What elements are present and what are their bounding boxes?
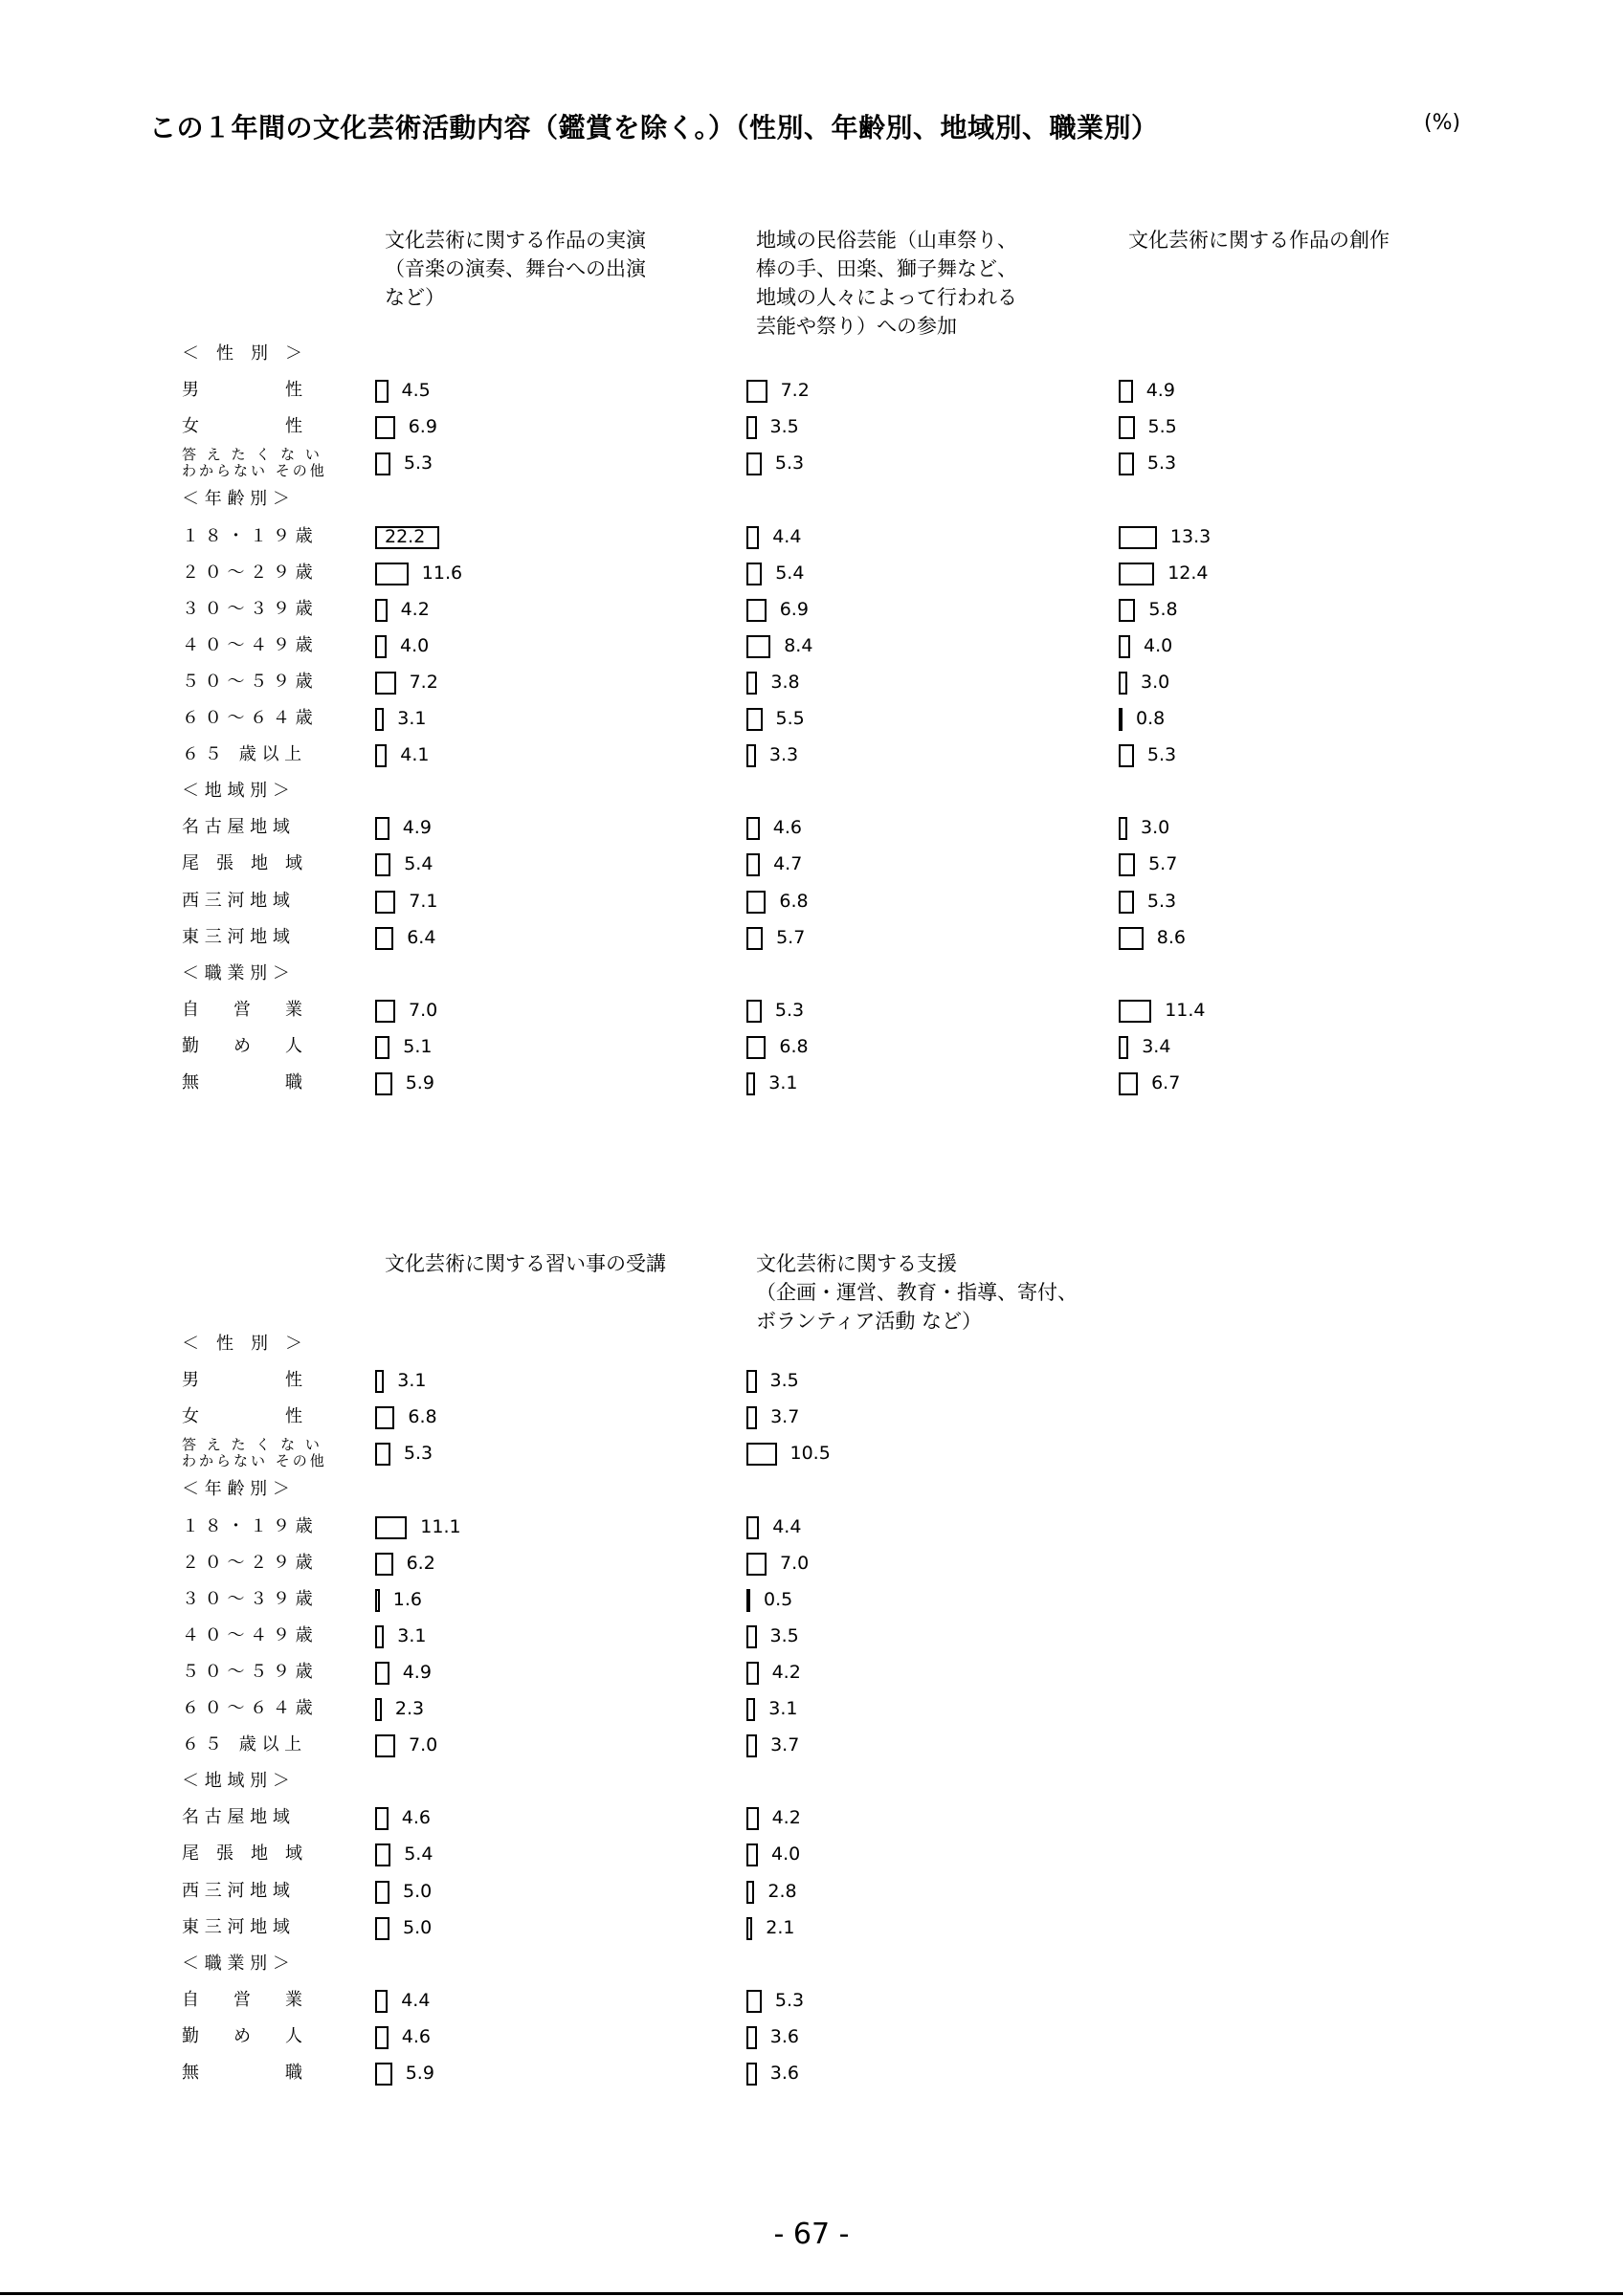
row-label-text: 答 え た く な い わからない その他 — [182, 1436, 327, 1470]
data-label: 6.8 — [408, 1406, 437, 1428]
row-label — [182, 1694, 345, 1723]
row-label-text: ５ ０ ～ ５ ９ 歳 — [182, 1661, 313, 1682]
row-label-text: ＜ 地 域 別 ＞ — [182, 1771, 290, 1792]
row-label-text: 名 古 屋 地 域 — [182, 1807, 290, 1828]
data-label: 5.9 — [405, 2063, 434, 2084]
chart-title: 文化芸術に関する作品の実演 （音楽の演奏、舞台への出演 など） — [385, 229, 646, 309]
row-label-text: 東 三 河 地 域 — [182, 926, 290, 947]
row-label-text: 名 古 屋 地 域 — [182, 817, 290, 838]
bar-mark — [375, 744, 387, 767]
bar-mark — [746, 853, 760, 876]
data-label: 2.3 — [394, 1698, 425, 1719]
bar-mark — [746, 1881, 754, 1904]
row-label — [182, 1986, 345, 2015]
bar-mark — [375, 672, 396, 695]
bar-mark — [375, 1406, 394, 1429]
bar-mark — [746, 1734, 757, 1757]
data-label: 5.3 — [403, 1443, 434, 1465]
row-label-text: ３ ０ ～ ３ ９ 歳 — [182, 598, 313, 619]
row-label — [182, 446, 345, 480]
row-label-text: 東 三 河 地 域 — [182, 1916, 290, 1937]
bar-mark — [746, 599, 767, 622]
bar-mark — [746, 453, 762, 475]
row-label — [182, 850, 345, 878]
row-label — [182, 595, 345, 624]
row-label — [182, 1549, 345, 1578]
data-label: 4.2 — [771, 1661, 801, 1683]
data-label: 7.0 — [409, 999, 438, 1021]
chart-title: 文化芸術に関する習い事の受講 — [385, 1252, 666, 1275]
data-label: 3.8 — [770, 671, 800, 693]
bar-mark — [746, 1625, 757, 1648]
row-label-text: ＜ 職 業 別 ＞ — [182, 1953, 290, 1974]
bar-mark — [375, 1625, 384, 1648]
bar-mark — [375, 1000, 395, 1023]
row-label-text: ６ ０ ～ ６ ４ 歳 — [182, 1698, 313, 1718]
bar-mark — [375, 891, 395, 914]
row-label — [182, 631, 345, 660]
page-title: この１年間の文化芸術活動内容（鑑賞を除く。）（性別、年齢別、地域別、職業別） — [149, 112, 1159, 144]
data-label: 7.2 — [409, 671, 438, 693]
row-label-text: ＜ 性 別 ＞ — [182, 343, 302, 364]
row-label-text: 尾 張 地 域 — [182, 1843, 302, 1865]
data-label: 4.2 — [771, 1807, 801, 1829]
row-group-label — [182, 960, 345, 988]
row-label — [182, 522, 345, 551]
row-label-text: ２ ０ ～ ２ ９ 歳 — [182, 1552, 313, 1573]
row-label — [182, 1436, 345, 1470]
row-label — [182, 1366, 345, 1395]
row-label-text: 尾 張 地 域 — [182, 853, 302, 874]
data-label: 4.4 — [401, 1989, 431, 2011]
data-label: 1.6 — [392, 1588, 423, 1610]
data-label: 3.1 — [397, 1624, 427, 1646]
bar-mark — [375, 599, 388, 622]
unit-label: (%) — [1424, 111, 1461, 135]
row-label — [182, 923, 345, 952]
bar-mark — [375, 708, 384, 731]
bar-mark — [746, 563, 762, 585]
data-label: 4.4 — [772, 1515, 802, 1537]
bar-mark — [375, 927, 393, 950]
row-label — [182, 740, 345, 769]
bar-mark — [746, 1917, 752, 1940]
data-label: 3.5 — [769, 1370, 799, 1392]
data-label: 5.3 — [1146, 744, 1177, 766]
row-label-text: 勤 め 人 — [182, 2025, 302, 2046]
row-label — [182, 1402, 345, 1431]
data-label: 5.3 — [774, 999, 805, 1021]
data-label: 4.6 — [401, 2025, 432, 2047]
row-label — [182, 412, 345, 441]
bar-mark — [746, 817, 760, 840]
bar-mark — [746, 416, 757, 439]
row-label — [182, 1913, 345, 1942]
data-label: 11.6 — [421, 562, 463, 584]
bar-mark — [1119, 635, 1130, 658]
row-label-text: ５ ０ ～ ５ ９ 歳 — [182, 671, 313, 692]
row-group-label — [182, 485, 345, 514]
row-label-text: 女 性 — [182, 1406, 302, 1427]
bar-mark — [1119, 563, 1154, 585]
data-label: 3.0 — [1141, 817, 1170, 839]
bar-mark — [375, 1807, 389, 1830]
bar-mark — [375, 563, 409, 585]
data-label: 3.1 — [397, 708, 427, 729]
bar-mark — [375, 1443, 390, 1466]
row-label-text: ６ ５ 歳 以 上 — [182, 1734, 302, 1755]
row-group-label — [182, 1475, 345, 1504]
bar-mark — [375, 453, 390, 475]
row-group-label — [182, 1330, 345, 1358]
data-label: 5.4 — [775, 562, 805, 584]
bar-mark — [375, 1734, 395, 1757]
bar-mark — [746, 1406, 757, 1429]
bar-mark — [1119, 599, 1135, 622]
bar-mark — [375, 853, 390, 876]
row-label-text: 自 営 業 — [182, 1989, 302, 2010]
data-label: 5.3 — [1146, 890, 1177, 912]
bar-mark — [375, 1698, 382, 1721]
bar-mark — [375, 416, 395, 439]
row-label — [182, 1032, 345, 1061]
data-label: 22.2 — [385, 525, 426, 547]
data-label: 5.3 — [774, 453, 805, 475]
data-label: 3.1 — [768, 1072, 798, 1093]
row-label — [182, 996, 345, 1025]
row-label-text: ４ ０ ～ ４ ９ 歳 — [182, 1624, 313, 1645]
bar-mark — [375, 1553, 393, 1576]
bar-mark — [1119, 853, 1135, 876]
bar-mark — [375, 1072, 392, 1095]
row-label — [182, 2059, 345, 2087]
row-label-text: 西 三 河 地 域 — [182, 890, 290, 911]
row-label — [182, 1731, 345, 1759]
row-group-label — [182, 340, 345, 368]
data-label: 5.7 — [776, 926, 806, 948]
chart-title: 文化芸術に関する作品の創作 — [1128, 229, 1390, 252]
bar-mark — [746, 927, 763, 950]
bar-mark — [375, 1843, 390, 1866]
row-label — [182, 1877, 345, 1906]
chart-title: 地域の民俗芸能（山車祭り、 棒の手、田楽、獅子舞など、 地域の人々によって行われる 芸能や祭り）への参加 — [756, 229, 1017, 338]
bar-mark — [375, 1036, 389, 1059]
data-label: 5.5 — [775, 708, 805, 729]
bar-mark — [746, 1553, 767, 1576]
data-label: 4.9 — [402, 817, 432, 839]
data-label: 4.6 — [772, 817, 803, 839]
data-label: 3.6 — [769, 2063, 800, 2084]
row-label-text: ３ ０ ～ ３ ９ 歳 — [182, 1588, 313, 1609]
row-label-text: ＜ 年 齢 別 ＞ — [182, 489, 290, 510]
row-label-text: 答 え た く な い わからない その他 — [182, 446, 327, 480]
data-label: 6.8 — [779, 1035, 809, 1057]
row-label-text: ＜ 職 業 別 ＞ — [182, 962, 290, 983]
bar-mark — [375, 380, 389, 403]
row-label — [182, 813, 345, 842]
bar-mark — [746, 1072, 755, 1095]
bar-mark — [1119, 1000, 1151, 1023]
row-label — [182, 1622, 345, 1650]
row-label — [182, 1658, 345, 1687]
data-label: 5.4 — [404, 1843, 434, 1866]
row-label-text: ６ ０ ～ ６ ４ 歳 — [182, 708, 313, 728]
bar-mark — [746, 1443, 777, 1466]
data-label: 8.4 — [784, 634, 813, 656]
bar-mark — [746, 1036, 766, 1059]
data-label: 12.4 — [1167, 562, 1209, 584]
row-group-label — [182, 1767, 345, 1796]
bar-mark — [746, 2026, 757, 2049]
data-label: 4.0 — [1144, 634, 1173, 656]
bar-mark — [1119, 744, 1134, 767]
data-label: 2.1 — [766, 1916, 795, 1938]
row-label-text: ＜ 性 別 ＞ — [182, 1334, 302, 1354]
data-label: 4.0 — [400, 634, 430, 656]
data-label: 3.6 — [769, 2025, 800, 2047]
bar-mark — [1119, 891, 1134, 914]
bar-mark — [375, 1589, 380, 1612]
bar-mark — [1119, 1072, 1138, 1095]
data-label: 4.1 — [400, 744, 430, 766]
data-label: 4.2 — [400, 598, 430, 620]
data-label: 5.1 — [403, 1035, 433, 1057]
data-label: 4.9 — [402, 1661, 432, 1683]
bottom-rule — [0, 2292, 1623, 2295]
data-label: 4.5 — [401, 380, 431, 402]
data-label: 11.1 — [420, 1515, 461, 1537]
row-label-text: 男 性 — [182, 1370, 302, 1391]
bar-mark — [746, 672, 757, 695]
data-label: 7.0 — [409, 1734, 438, 1756]
row-label-text: １ ８ ・ １ ９ 歳 — [182, 1515, 313, 1536]
row-label — [182, 1069, 345, 1097]
data-label: 5.0 — [403, 1880, 433, 1902]
bar-mark — [746, 635, 770, 658]
bar-mark — [746, 1370, 757, 1393]
data-label: 6.9 — [779, 598, 809, 620]
row-label-text: 勤 め 人 — [182, 1035, 302, 1056]
row-label — [182, 2022, 345, 2051]
data-label: 3.4 — [1142, 1035, 1171, 1057]
data-label: 7.1 — [409, 890, 438, 912]
bar-mark — [746, 526, 759, 549]
data-label: 6.9 — [408, 416, 437, 438]
data-label: 6.2 — [406, 1552, 435, 1574]
row-label-text: 無 職 — [182, 1072, 302, 1093]
data-label: 10.5 — [789, 1443, 831, 1465]
data-label: 13.3 — [1169, 525, 1212, 547]
row-label — [182, 1840, 345, 1868]
row-label — [182, 1803, 345, 1832]
data-label: 5.3 — [774, 1989, 805, 2011]
bar-mark — [375, 1990, 388, 2013]
data-label: 3.1 — [768, 1698, 798, 1719]
data-label: 4.4 — [772, 525, 802, 547]
bar-mark — [746, 2063, 757, 2086]
row-label-text: ２ ０ ～ ２ ９ 歳 — [182, 562, 313, 583]
bar-mark — [746, 1990, 762, 2013]
bar-mark — [1119, 416, 1135, 439]
page-number: - 67 - — [773, 2218, 850, 2251]
data-label: 6.4 — [407, 926, 436, 948]
bar-mark — [746, 1000, 762, 1023]
data-label: 3.7 — [770, 1406, 800, 1428]
row-label-text: 西 三 河 地 域 — [182, 1880, 290, 1901]
data-label: 0.8 — [1136, 708, 1166, 729]
row-label — [182, 1585, 345, 1614]
data-label: 5.4 — [404, 853, 434, 875]
row-label-text: １ ８ ・ １ ９ 歳 — [182, 525, 313, 546]
bar-mark — [375, 2063, 392, 2086]
bar-mark — [746, 1807, 759, 1830]
row-label — [182, 887, 345, 916]
data-label: 3.5 — [769, 416, 799, 438]
bar-mark — [375, 2026, 389, 2049]
data-label: 6.7 — [1151, 1072, 1181, 1093]
bar-mark — [1119, 453, 1134, 475]
chart-title: 文化芸術に関する支援 （企画・運営、教育・指導、寄付、 ボランティア活動 など） — [756, 1252, 1078, 1333]
data-label: 2.8 — [767, 1880, 797, 1902]
data-label: 4.9 — [1145, 380, 1175, 402]
data-label: 5.7 — [1148, 853, 1178, 875]
bar-mark — [375, 1917, 389, 1940]
bar-mark — [1119, 526, 1157, 549]
row-label-text: ４ ０ ～ ４ ９ 歳 — [182, 634, 313, 655]
row-group-label — [182, 1950, 345, 1978]
row-label — [182, 559, 345, 587]
data-label: 0.5 — [764, 1588, 793, 1610]
row-label-text: ＜ 年 齢 別 ＞ — [182, 1479, 290, 1500]
row-label — [182, 1512, 345, 1541]
bar-mark — [746, 1589, 750, 1612]
data-label: 4.6 — [401, 1807, 432, 1829]
data-label: 7.0 — [780, 1552, 810, 1574]
row-label-text: 無 職 — [182, 2063, 302, 2083]
bar-mark — [1119, 927, 1144, 950]
bar-mark — [746, 1516, 759, 1539]
data-label: 8.6 — [1156, 926, 1187, 948]
row-label — [182, 704, 345, 733]
bar-mark — [746, 891, 766, 914]
data-label: 3.0 — [1141, 671, 1170, 693]
data-label: 5.0 — [403, 1916, 433, 1938]
data-label: 5.5 — [1147, 416, 1177, 438]
data-label: 3.5 — [769, 1624, 799, 1646]
row-label — [182, 376, 345, 405]
row-label-text: 自 営 業 — [182, 999, 302, 1020]
bar-mark — [746, 708, 763, 731]
bar-mark — [1119, 708, 1123, 731]
data-label: 11.4 — [1165, 999, 1206, 1021]
data-label: 5.3 — [403, 453, 434, 475]
data-label: 4.7 — [773, 853, 803, 875]
bar-mark — [375, 1662, 389, 1685]
bar-mark — [1119, 1036, 1128, 1059]
bar-mark — [375, 817, 389, 840]
data-label: 3.3 — [768, 744, 799, 766]
bar-mark — [375, 1881, 389, 1904]
row-label-text: 男 性 — [182, 380, 302, 401]
data-label: 5.9 — [405, 1072, 434, 1093]
bar-mark — [746, 1662, 759, 1685]
bar-mark — [375, 1516, 407, 1539]
bar-mark — [746, 1843, 758, 1866]
bar-mark — [746, 380, 767, 403]
data-label: 5.3 — [1146, 453, 1177, 475]
row-label — [182, 668, 345, 696]
data-label: 3.7 — [770, 1734, 800, 1756]
data-label: 5.8 — [1148, 598, 1178, 620]
bar-mark — [1119, 380, 1133, 403]
bar-mark — [746, 1698, 755, 1721]
row-group-label — [182, 777, 345, 806]
data-label: 4.0 — [771, 1843, 801, 1866]
data-label: 3.1 — [397, 1370, 427, 1392]
row-label-text: ６ ５ 歳 以 上 — [182, 744, 302, 765]
bar-mark — [375, 635, 387, 658]
row-label-text: ＜ 地 域 別 ＞ — [182, 781, 290, 802]
bar-mark — [1119, 672, 1127, 695]
data-label: 6.8 — [779, 890, 809, 912]
row-label-text: 女 性 — [182, 416, 302, 437]
bar-mark — [1119, 817, 1127, 840]
bar-mark — [746, 744, 756, 767]
data-label: 7.2 — [780, 380, 810, 402]
bar-mark — [375, 1370, 384, 1393]
